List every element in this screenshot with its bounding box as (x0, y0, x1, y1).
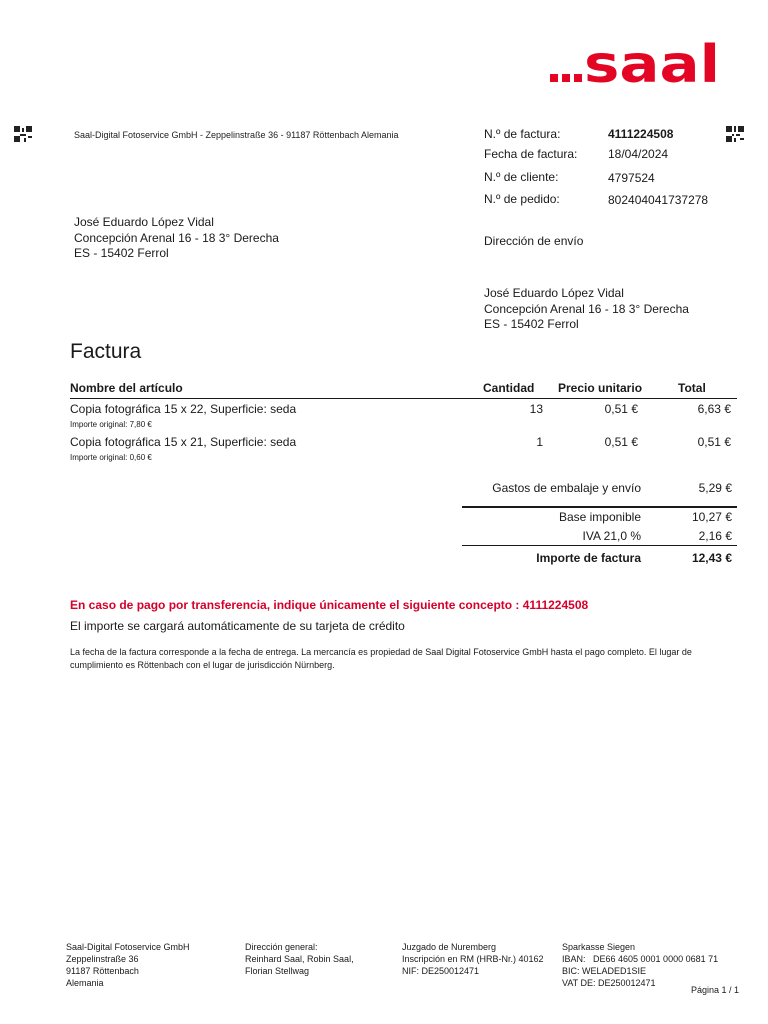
item-total: 6,63 € (697, 402, 731, 416)
column-header-total: Total (678, 381, 706, 395)
qr-code-icon (14, 126, 32, 142)
footer-line: Dirección general: (245, 942, 318, 952)
item-name: Copia fotográfica 15 x 21, Superficie: seda (70, 435, 297, 449)
item-original-price: Importe original: 7,80 € (70, 420, 152, 429)
footer-line: Reinhard Saal, Robin Saal, (245, 954, 354, 964)
bank-vat: VAT DE: DE250012471 (562, 978, 656, 988)
address-line: Concepción Arenal 16 - 18 3° Derecha (484, 301, 689, 316)
footer-line: Saal-Digital Fotoservice GmbH (66, 942, 190, 952)
bank-name: Sparkasse Siegen (562, 942, 636, 952)
card-payment-note: El importe se cargará automáticamente de su tarjeta de crédito (70, 619, 405, 633)
shipping-title: Dirección de envío (484, 234, 584, 248)
meta-label: N.º de pedido: (484, 192, 560, 206)
footer-bank (562, 941, 718, 989)
item-unit-price: 0,51 € (604, 402, 638, 416)
item-unit-price: 0,51 € (604, 435, 638, 449)
invoice-date: 18/04/2024 (608, 147, 669, 161)
meta-label: N.º de factura: (484, 127, 561, 141)
table-row (70, 435, 737, 469)
sender-line: Saal-Digital Fotoservice GmbH - Zeppelinstraße 36 - 91187 Röttenbach Alemania (74, 130, 399, 140)
item-original-price: Importe original: 0,60 € (70, 453, 152, 462)
vat-amount: 2,16 € (698, 529, 732, 543)
footer-court (402, 941, 544, 977)
column-header-unit-price: Precio unitario (558, 381, 643, 395)
legal-note: La fecha de la factura corresponde a la fecha de entrega. La mercancía es propiedad de Saal Digital Fotoservice GmbH hasta el pago completo. El lugar de cumplimiento es Röttenbach con el lugar de jurisdicción Nürnberg. (70, 647, 692, 670)
footer-line: Juzgado de Nuremberg (402, 942, 497, 952)
customer-number: 4797524 (608, 171, 655, 185)
footer-line: Alemania (66, 978, 104, 988)
shipping-address (484, 286, 689, 333)
meta-label: N.º de cliente: (484, 170, 559, 184)
summary-label: Base imponible (558, 510, 641, 524)
iban-label: IBAN: (562, 954, 586, 964)
summary-label: IVA 21,0 % (582, 529, 641, 543)
item-total: 0,51 € (697, 435, 731, 449)
iban-value: DE66 4605 0001 0000 0681 71 (593, 954, 719, 964)
column-header-name: Nombre del artículo (70, 381, 183, 395)
footer-line: NIF: DE250012471 (402, 966, 480, 976)
footer-line: 91187 Röttenbach (66, 966, 139, 976)
document-title: Factura (70, 340, 142, 363)
address-line: Concepción Arenal 16 - 18 3° Derecha (74, 230, 279, 245)
address-line: ES - 15402 Ferrol (484, 317, 579, 331)
tax-base: 10,27 € (691, 510, 732, 524)
saal-logo (550, 36, 722, 88)
billing-address (74, 215, 279, 262)
meta-label: Fecha de factura: (484, 147, 578, 161)
summary-label: Gastos de embalaje y envío (492, 481, 641, 495)
summary-divider (462, 545, 737, 546)
summary-label: Importe de factura (536, 551, 641, 565)
footer-line: Zeppelinstraße 36 (66, 954, 139, 964)
invoice-number: 4111224508 (608, 127, 674, 141)
column-header-qty: Cantidad (483, 381, 535, 395)
footer-management (245, 941, 354, 977)
address-line: José Eduardo López Vidal (74, 215, 214, 229)
table-row (70, 402, 737, 436)
item-qty: 13 (529, 402, 543, 416)
address-line: José Eduardo López Vidal (484, 286, 624, 300)
item-name: Copia fotográfica 15 x 22, Superficie: seda (70, 402, 297, 416)
order-number: 802404041737278 (608, 193, 709, 207)
bank-bic: BIC: WELADED1SIE (562, 966, 647, 976)
logo-text: saal (584, 36, 720, 88)
transfer-notice: En caso de pago por transferencia, indique únicamente el siguiente concepto : 4111224508 (70, 598, 589, 612)
bank-iban-row (562, 953, 718, 965)
address-line: ES - 15402 Ferrol (74, 246, 169, 260)
qr-code-icon (726, 126, 744, 142)
item-qty: 1 (536, 435, 543, 449)
invoice-total: 12,43 € (691, 551, 732, 565)
footer-company (66, 941, 190, 989)
shipping-cost: 5,29 € (698, 481, 732, 495)
footer-line: Florian Stellwag (245, 966, 310, 976)
header-divider (70, 398, 737, 399)
summary-divider (462, 506, 737, 508)
page-number: Página 1 / 1 (691, 985, 740, 995)
footer-line: Inscripción en RM (HRB-Nr.) 40162 (402, 954, 544, 964)
